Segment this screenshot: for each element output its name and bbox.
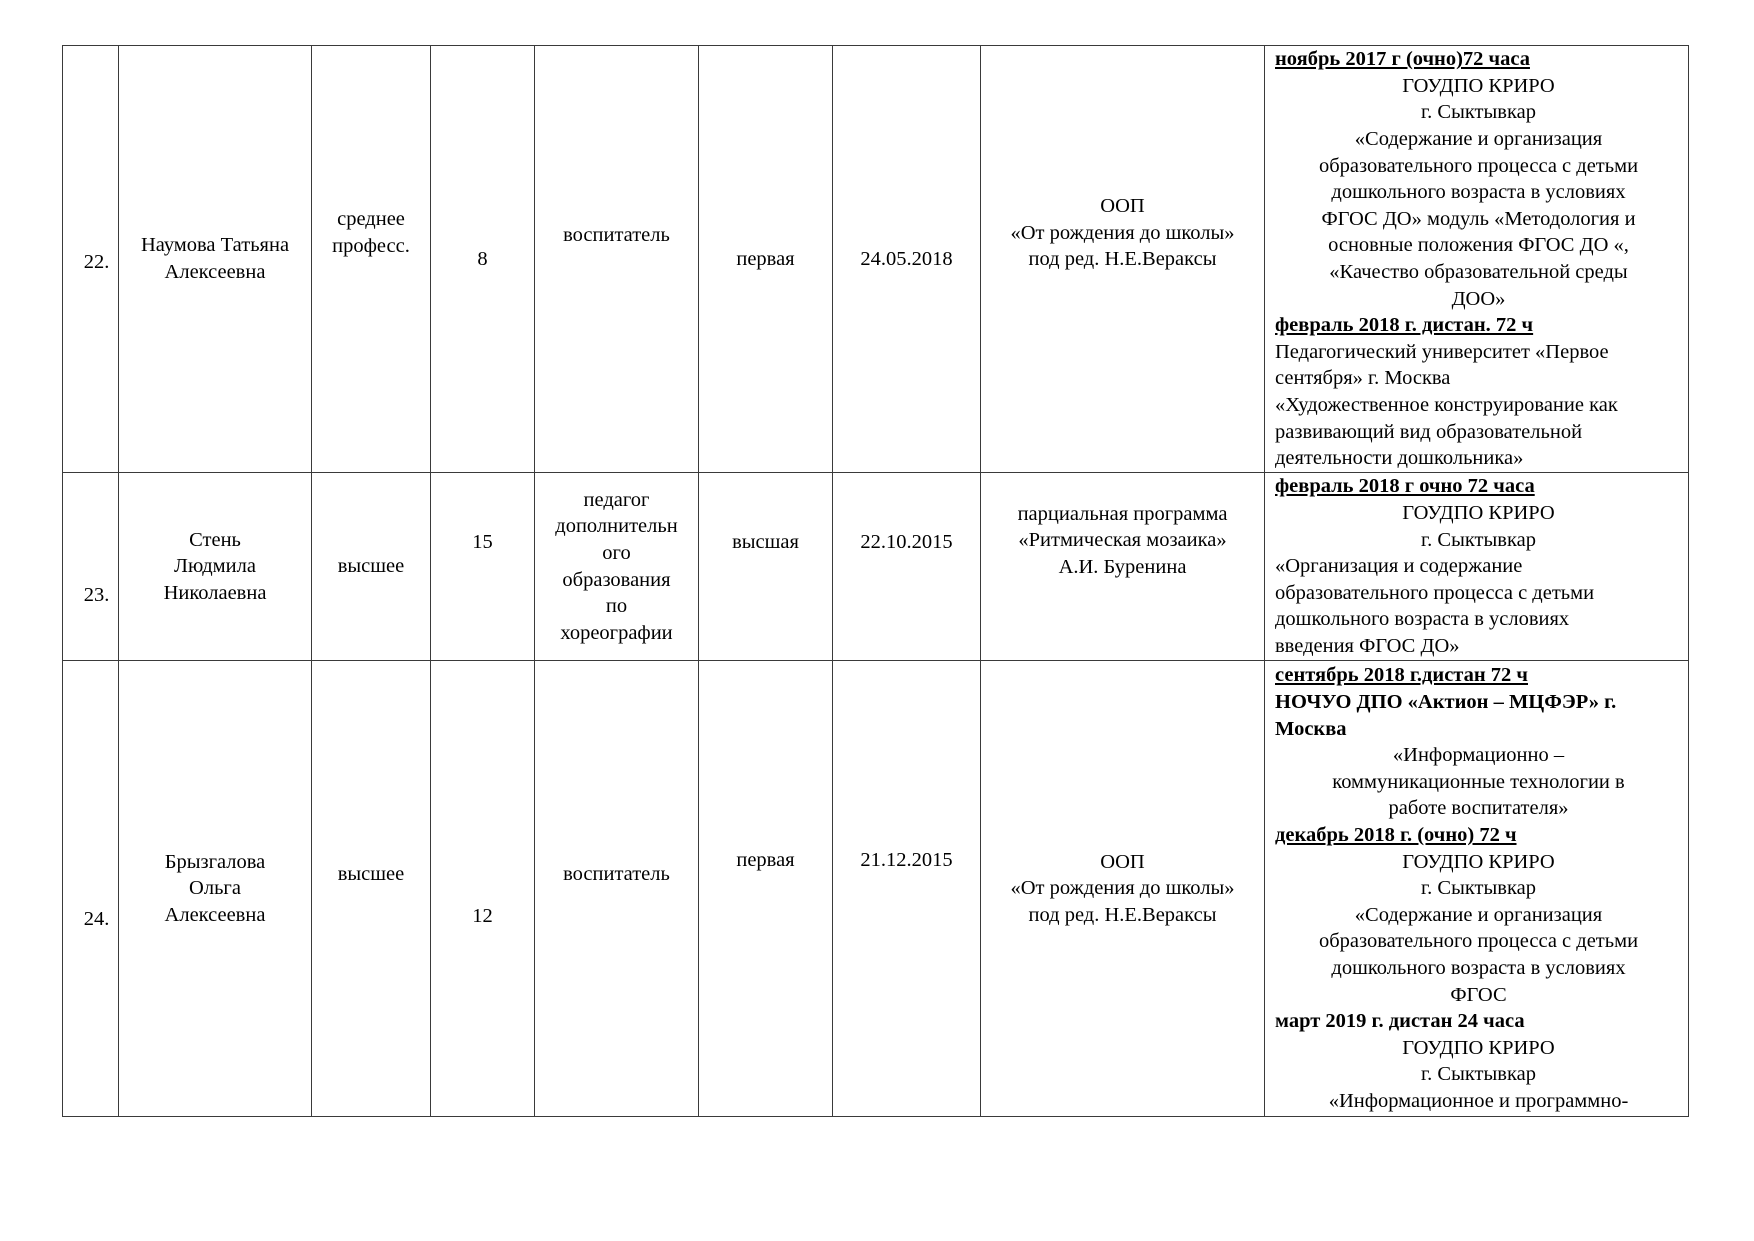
row-number: 22.	[83, 250, 110, 273]
course-entry	[1275, 1008, 1682, 1114]
name-cell-content	[119, 232, 311, 285]
category-value: первая	[736, 849, 795, 872]
name-cell	[119, 473, 312, 661]
program-line: ООП	[1100, 195, 1145, 218]
education-line: высшее	[337, 555, 405, 578]
courses-cell	[1265, 46, 1689, 473]
course-line: введения ФГОС ДО»	[1275, 634, 1460, 657]
position-line: хореографии	[560, 621, 673, 644]
courses-cell	[1265, 473, 1689, 661]
course-line: ГОУДПО КРИРО	[1402, 850, 1555, 873]
category-cell-content	[699, 529, 832, 556]
row-number-cell	[63, 661, 119, 1117]
table-row	[63, 473, 1689, 661]
category-value: первая	[736, 247, 795, 270]
date-cell-content	[833, 246, 980, 273]
course-heading: декабрь 2018 г. (очно) 72 ч	[1275, 824, 1517, 847]
table-row	[63, 661, 1689, 1117]
row-number-cell	[63, 473, 119, 661]
category-value: высшая	[732, 531, 799, 554]
course-line: «Организация и содержание	[1275, 555, 1523, 578]
course-entry	[1275, 662, 1682, 822]
program-cell	[981, 46, 1265, 473]
course-line: образовательного процесса с детьми	[1318, 154, 1639, 177]
course-line: Педагогический университет «Первое	[1275, 340, 1609, 363]
date-value: 24.05.2018	[860, 247, 953, 270]
course-line: г. Сыктывкар	[1421, 528, 1536, 551]
date-cell-content	[833, 529, 980, 556]
course-line: деятельности дошкольника»	[1275, 447, 1524, 470]
course-line: г. Сыктывкар	[1421, 1063, 1536, 1086]
position-line: образования	[562, 568, 671, 591]
table-body	[63, 46, 1689, 1117]
course-entry	[1275, 312, 1682, 472]
row-number: 23.	[83, 584, 110, 607]
course-line: ДОО»	[1451, 287, 1506, 310]
program-line: ООП	[1100, 850, 1145, 873]
name-line: Алексеевна	[164, 261, 266, 283]
education-cell	[312, 661, 431, 1117]
category-cell	[699, 46, 833, 473]
course-line: образовательного процесса с детьми	[1275, 581, 1595, 604]
program-line: парциальная программа	[1017, 502, 1228, 525]
date-value: 22.10.2015	[860, 531, 953, 554]
course-line: «Информационно –	[1392, 744, 1565, 767]
program-cell	[981, 473, 1265, 661]
experience-value: 8	[477, 247, 488, 270]
program-line: А.И. Буренина	[1058, 555, 1187, 578]
course-line: «Содержание и организация	[1354, 128, 1603, 151]
course-line: ГОУДПО КРИРО	[1402, 74, 1555, 97]
course-line: дошкольного возраста в условиях	[1275, 608, 1570, 631]
experience-cell-content	[431, 529, 534, 556]
course-line: г. Сыктывкар	[1421, 877, 1536, 900]
position-cell-content	[535, 861, 698, 888]
education-line: среднее	[337, 208, 405, 231]
position-line: ого	[602, 541, 631, 564]
experience-cell	[431, 661, 535, 1117]
course-line: сентября» г. Москва	[1275, 367, 1451, 390]
course-line: ФГОС	[1450, 983, 1507, 1006]
course-entry	[1275, 46, 1682, 312]
course-line: основные положения ФГОС ДО «,	[1328, 234, 1629, 257]
education-cell-content	[312, 206, 430, 259]
row-number-cell-content	[75, 249, 118, 276]
course-line: «Качество образовательной среды	[1329, 261, 1628, 283]
course-line: образовательного процесса с детьми	[1318, 930, 1639, 953]
education-line: высшее	[337, 863, 405, 886]
course-line: коммуникационные технологии в	[1332, 770, 1625, 793]
date-cell-content	[833, 847, 980, 874]
program-cell-content	[981, 849, 1264, 929]
position-line: по	[605, 595, 628, 618]
course-heading: ноябрь 2017 г (очно)72 часа	[1275, 48, 1530, 71]
course-entry	[1275, 822, 1682, 1008]
program-line: «От рождения до школы»	[1010, 221, 1235, 244]
course-line: НОЧУО ДПО «Актион – МЦФЭР» г.	[1275, 691, 1617, 714]
experience-cell-content	[431, 903, 534, 930]
name-line: Алексеевна	[164, 903, 266, 926]
row-number-cell	[63, 46, 119, 473]
program-line: под ред. Н.Е.Вераксы	[1028, 903, 1217, 926]
row-number: 24.	[83, 908, 110, 931]
course-line: г. Сыктывкар	[1421, 101, 1536, 124]
program-line: «От рождения до школы»	[1010, 877, 1235, 900]
category-cell-content	[699, 847, 832, 874]
course-line: «Содержание и организация	[1354, 903, 1603, 926]
course-entry	[1275, 473, 1682, 659]
course-line: «Информационное и программно-	[1328, 1089, 1629, 1112]
name-line: Стень	[189, 528, 241, 551]
name-cell	[119, 46, 312, 473]
position-cell-content	[535, 222, 698, 249]
program-line: «Ритмическая мозаика»	[1018, 529, 1227, 552]
education-line: професс.	[332, 235, 410, 257]
course-heading: март 2019 г. дистан 24 часа	[1275, 1010, 1525, 1033]
experience-cell-content	[431, 246, 534, 273]
position-line: дополнительн	[555, 515, 678, 538]
experience-value: 15	[472, 531, 493, 554]
course-line: развивающий вид образовательной	[1275, 420, 1583, 443]
row-number-cell-content	[75, 582, 118, 609]
position-line: воспитатель	[563, 863, 670, 886]
name-cell-content	[119, 849, 311, 929]
staff-table	[62, 45, 1689, 1117]
course-line: «Художественное конструирование как	[1275, 393, 1618, 416]
name-line: Людмила	[174, 555, 256, 578]
course-line: ГОУДПО КРИРО	[1402, 1036, 1555, 1059]
date-cell	[833, 473, 981, 661]
course-heading: сентябрь 2018 г.дистан 72 ч	[1275, 664, 1528, 687]
course-line: дошкольного возраста в условиях	[1331, 181, 1626, 204]
course-heading: февраль 2018 г. дистан. 72 ч	[1275, 314, 1534, 337]
education-cell	[312, 473, 431, 661]
courses-cell	[1265, 661, 1689, 1117]
program-line: под ред. Н.Е.Вераксы	[1028, 248, 1217, 271]
date-cell	[833, 661, 981, 1117]
education-cell-content	[312, 553, 430, 580]
category-cell-content	[699, 246, 832, 273]
position-line: воспитатель	[563, 223, 670, 246]
position-cell	[535, 46, 699, 473]
experience-cell	[431, 473, 535, 661]
row-number-cell-content	[75, 906, 118, 933]
position-cell	[535, 661, 699, 1117]
date-value: 21.12.2015	[860, 849, 953, 872]
name-cell	[119, 661, 312, 1117]
name-line: Ольга	[189, 877, 241, 900]
name-line: Наумова Татьяна	[140, 234, 290, 257]
program-cell-content	[981, 501, 1264, 581]
category-cell	[699, 473, 833, 661]
program-cell-content	[981, 193, 1264, 273]
course-line: дошкольного возраста в условиях	[1331, 956, 1626, 979]
experience-value: 12	[472, 905, 493, 928]
education-cell-content	[312, 861, 430, 888]
name-line: Брызгалова	[164, 850, 266, 873]
table-row	[63, 46, 1689, 473]
course-line: Москва	[1275, 717, 1347, 740]
course-line: ГОУДПО КРИРО	[1402, 502, 1555, 525]
date-cell	[833, 46, 981, 473]
name-line: Николаевна	[163, 581, 267, 604]
education-cell	[312, 46, 431, 473]
name-cell-content	[119, 527, 311, 607]
position-cell	[535, 473, 699, 661]
experience-cell	[431, 46, 535, 473]
program-cell	[981, 661, 1265, 1117]
course-line: ФГОС ДО» модуль «Методология и	[1321, 207, 1636, 230]
category-cell	[699, 661, 833, 1117]
position-cell-content	[535, 487, 698, 647]
course-heading: февраль 2018 г очно 72 часа	[1275, 475, 1535, 498]
position-line: педагог	[583, 488, 650, 511]
course-line: работе воспитателя»	[1388, 797, 1569, 820]
